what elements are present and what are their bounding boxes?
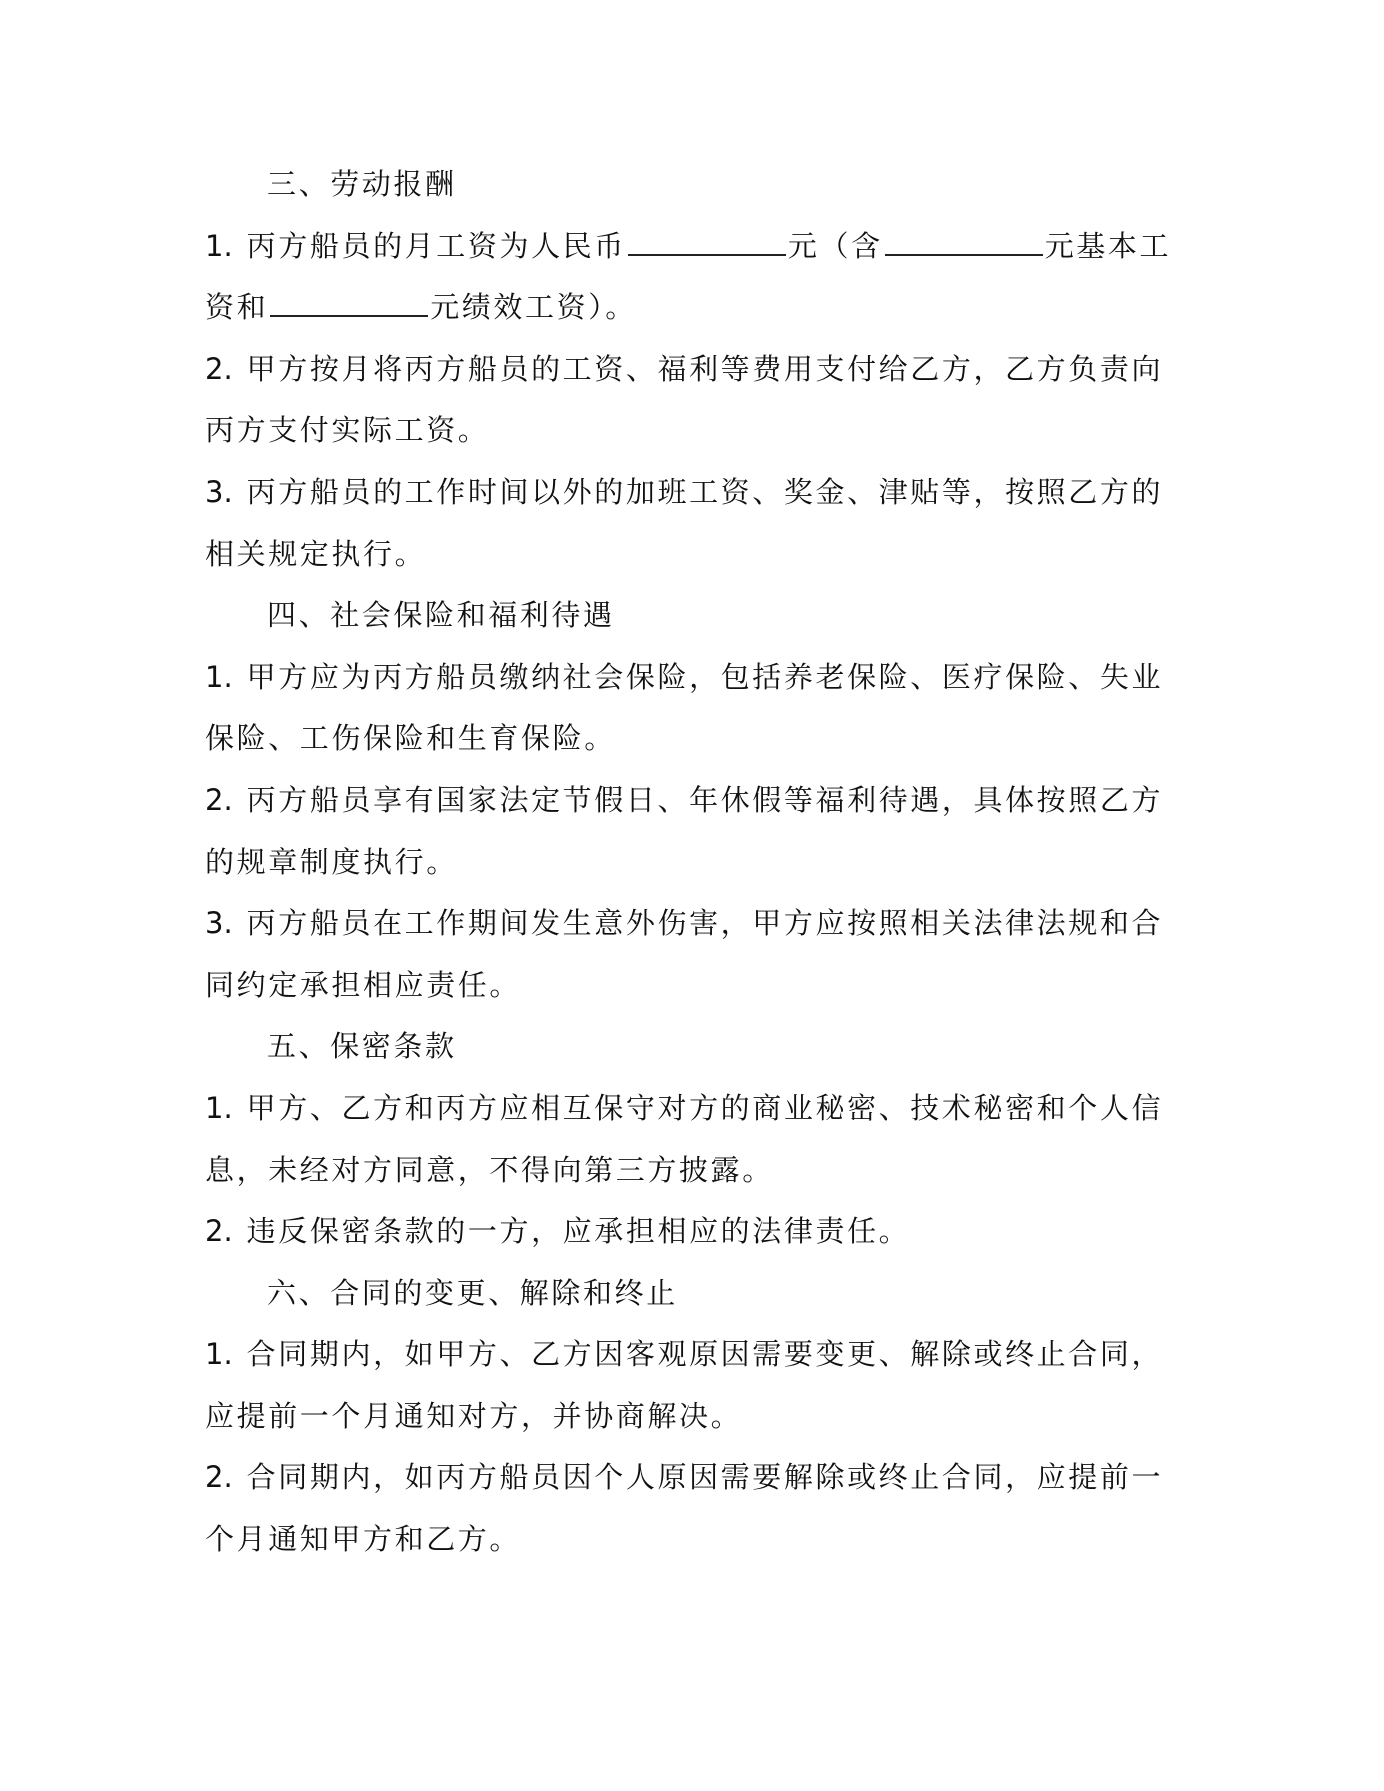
clause-text: 丙方船员的工作时间以外的加班工资、奖金、津贴等，按照乙方的 xyxy=(246,474,1164,509)
clause-line: 应提前一个月通知对方，并协商解决。 xyxy=(205,1398,743,1433)
clause-number: 3. xyxy=(205,474,233,509)
clause-number: 2. xyxy=(205,1460,233,1495)
section-heading: 五、保密条款 xyxy=(267,1029,457,1064)
clause-text: 资和 xyxy=(205,290,269,325)
clause-number: 1. xyxy=(205,228,233,263)
clause-number: 1. xyxy=(205,1090,233,1125)
clause-text: 合同期内，如甲方、乙方因客观原因需要变更、解除或终止合同， xyxy=(246,1337,1164,1372)
clause-number: 2. xyxy=(205,1214,233,1249)
clause-text: 违反保密条款的一方，应承担相应的法律责任。 xyxy=(246,1214,911,1249)
clause-number: 2. xyxy=(205,782,233,817)
clause-line xyxy=(205,462,1177,524)
clause-number: 3. xyxy=(205,906,233,941)
clause-line xyxy=(205,1447,1177,1509)
clause-text: 元绩效工资）。 xyxy=(430,290,637,325)
clause-text: 合同期内，如丙方船员因个人原因需要解除或终止合同，应提前一 xyxy=(246,1460,1164,1495)
clause-text: 元基本工 xyxy=(1044,228,1172,263)
clause-line: 保险、工伤保险和生育保险。 xyxy=(205,721,616,756)
base-salary-blank[interactable] xyxy=(885,232,1043,256)
section-heading: 三、劳动报酬 xyxy=(267,167,457,201)
clause-line xyxy=(205,216,1177,278)
document-body xyxy=(205,154,1177,1571)
clause-line: 同约定承担相应责任。 xyxy=(205,967,522,1002)
clause-line xyxy=(205,647,1177,709)
clause-line: 丙方支付实际工资。 xyxy=(205,413,490,448)
clause-line: 个月通知甲方和乙方。 xyxy=(205,1522,522,1557)
clause-line: 息，未经对方同意，不得向第三方披露。 xyxy=(205,1152,774,1187)
section-heading: 四、社会保险和福利待遇 xyxy=(267,598,615,633)
clause-line xyxy=(205,339,1177,401)
clause-line xyxy=(205,1324,1177,1386)
clause-number: 1. xyxy=(205,1337,233,1372)
monthly-salary-blank[interactable] xyxy=(628,232,786,256)
clause-text: 甲方应为丙方船员缴纳社会保险，包括养老保险、医疗保险、失业 xyxy=(246,659,1164,694)
clause-number: 1. xyxy=(205,659,233,694)
clause-text: 甲方按月将丙方船员的工资、福利等费用支付给乙方，乙方负责向 xyxy=(246,351,1164,386)
clause-text: 丙方船员的月工资为人民币 xyxy=(246,228,626,263)
clause-line xyxy=(205,1078,1177,1140)
clause-text: 元（含 xyxy=(787,228,883,263)
clause-text: 丙方船员在工作期间发生意外伤害，甲方应按照相关法律法规和合 xyxy=(246,906,1164,941)
section-heading: 六、合同的变更、解除和终止 xyxy=(267,1275,678,1310)
clause-line xyxy=(205,1201,1177,1263)
clause-line: 的规章制度执行。 xyxy=(205,844,458,879)
clause-line: 相关规定执行。 xyxy=(205,536,427,571)
clause-line xyxy=(205,277,1177,339)
clause-line xyxy=(205,893,1177,955)
clause-line xyxy=(205,770,1177,832)
clause-text: 丙方船员享有国家法定节假日、年休假等福利待遇，具体按照乙方 xyxy=(246,782,1164,817)
clause-text: 甲方、乙方和丙方应相互保守对方的商业秘密、技术秘密和个人信 xyxy=(246,1090,1164,1125)
performance-salary-blank[interactable] xyxy=(270,293,428,317)
clause-number: 2. xyxy=(205,351,233,386)
